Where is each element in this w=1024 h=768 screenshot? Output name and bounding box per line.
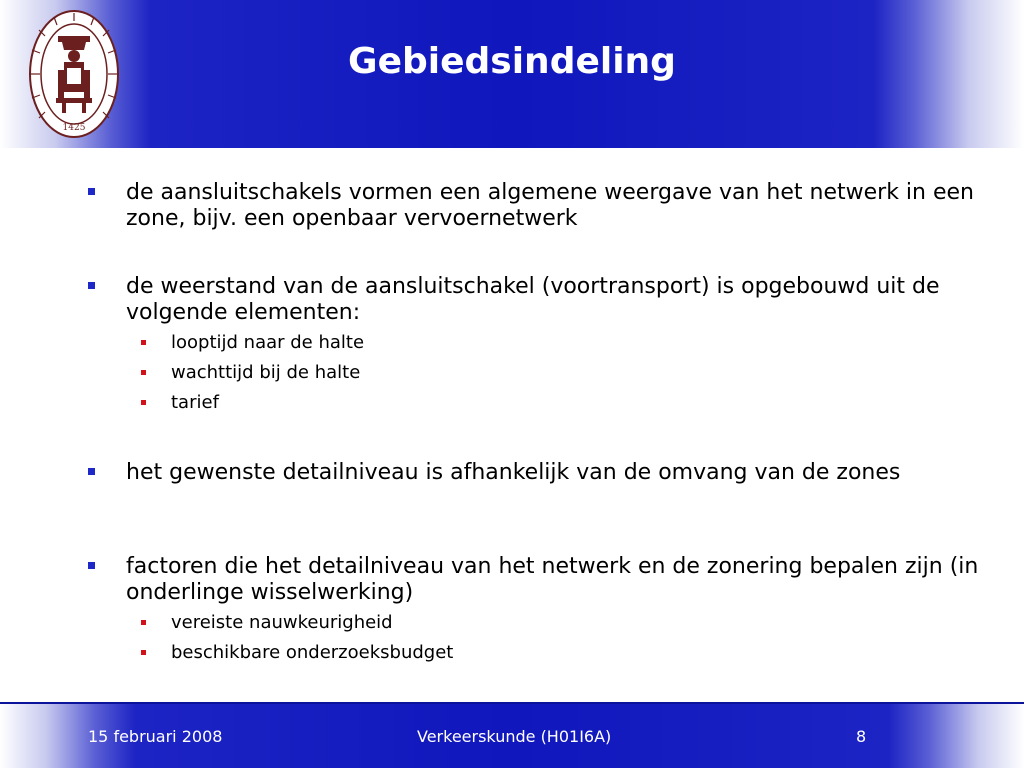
seal-icon (28, 8, 120, 140)
square-bullet-icon (88, 562, 95, 569)
bullet-text: de aansluitschakels vormen een algemene weergave van het netwerk in een zone, bijv. een openbaar vervoernetwerk (126, 180, 974, 231)
small-square-bullet-icon (141, 400, 146, 405)
sub-bullet-text: tarief (171, 392, 219, 413)
small-square-bullet-icon (141, 650, 146, 655)
bullet-4 (0, 554, 1024, 668)
sub-bullet-item (0, 638, 1024, 668)
bullet-item (0, 180, 1024, 232)
sub-bullet-text: vereiste nauwkeurigheid (171, 612, 393, 633)
seal-year: 1425 (62, 123, 86, 133)
sub-bullet-text: looptijd naar de halte (171, 332, 365, 353)
sub-bullet-text: wachttijd bij de halte (171, 362, 361, 383)
bullet-item (0, 554, 1024, 606)
sub-bullet-item (0, 328, 1024, 358)
bullet-item (0, 460, 1024, 486)
footer-date: 15 februari 2008 (88, 727, 223, 746)
slide-header (0, 0, 1024, 148)
university-seal-logo (28, 8, 120, 140)
bullet-text: factoren die het detailniveau van het netwerk en de zonering bepalen zijn (in onderlinge wisselwerking) (126, 554, 979, 605)
footer-course: Verkeerskunde (H01I6A) (417, 727, 612, 746)
slide-content (0, 148, 1024, 702)
sub-bullet-item (0, 358, 1024, 388)
footer-divider (0, 702, 1024, 704)
footer-page-number: 8 (856, 727, 867, 746)
square-bullet-icon (88, 282, 95, 289)
bullet-3 (0, 460, 1024, 486)
bullet-text: de weerstand van de aansluitschakel (voortransport) is opgebouwd uit de volgende elementen: (126, 274, 940, 325)
small-square-bullet-icon (141, 370, 146, 375)
bullet-2 (0, 274, 1024, 418)
sub-bullet-text: beschikbare onderzoeksbudget (171, 642, 454, 663)
bullet-1 (0, 180, 1024, 232)
square-bullet-icon (88, 188, 95, 195)
small-square-bullet-icon (141, 340, 146, 345)
sub-bullet-item (0, 608, 1024, 638)
bullet-text: het gewenste detailniveau is afhankelijk van de omvang van de zones (126, 460, 901, 485)
slide-title: Gebiedsindeling (348, 41, 676, 82)
sub-bullet-item (0, 388, 1024, 418)
small-square-bullet-icon (141, 620, 146, 625)
bullet-item (0, 274, 1024, 326)
square-bullet-icon (88, 468, 95, 475)
